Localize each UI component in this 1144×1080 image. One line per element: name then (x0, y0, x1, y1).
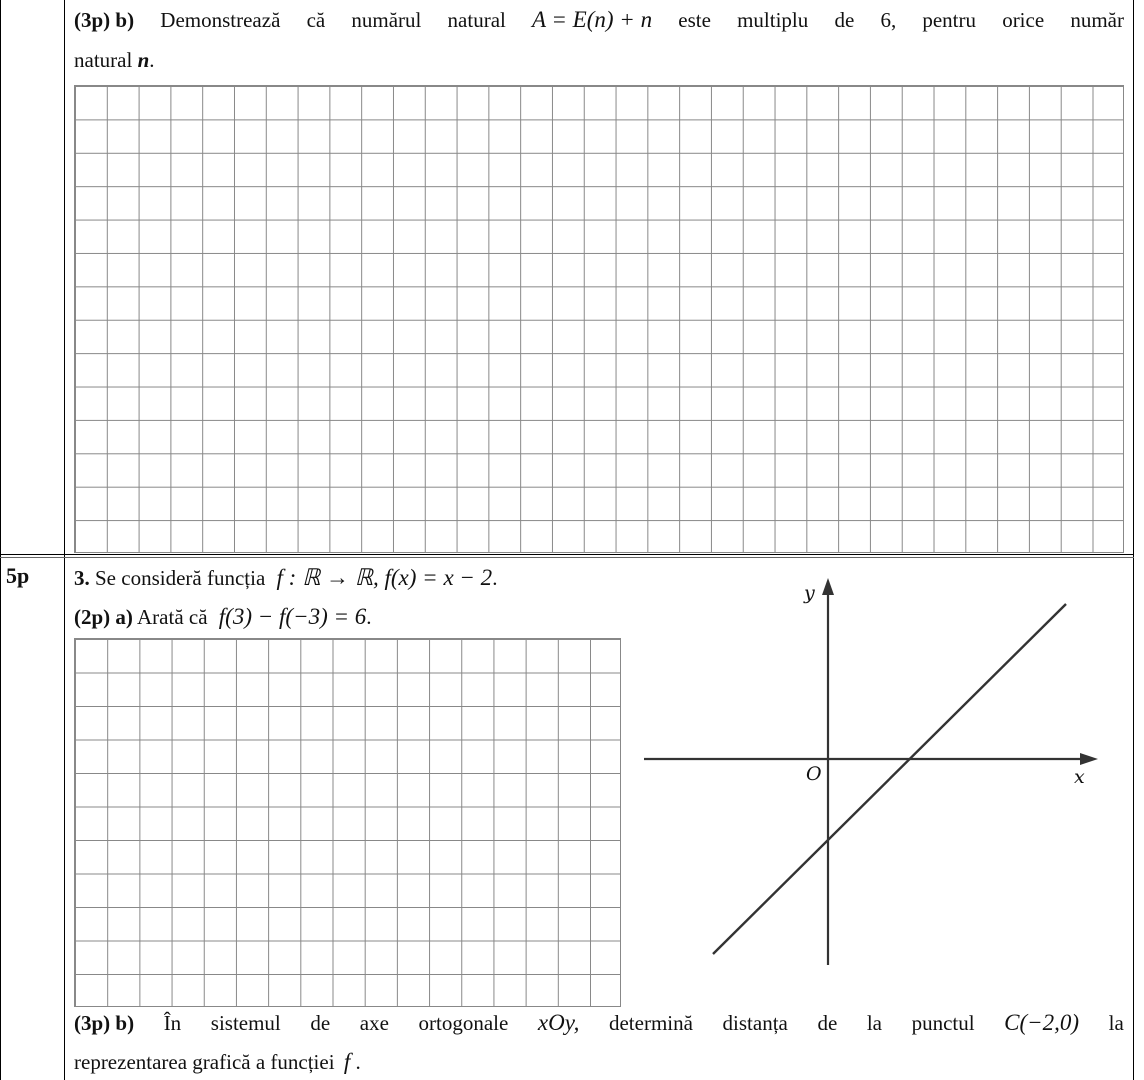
q3b-points: (3p) (74, 1011, 111, 1035)
q3b-word: axe (359, 1011, 389, 1035)
function-line (713, 604, 1066, 954)
q2b-line2-var: n (137, 48, 150, 72)
q3-number: 3. (74, 566, 90, 590)
table-right-border (1133, 0, 1134, 1080)
q3b-word: ortogonale (418, 1011, 509, 1035)
q3b-line2-text: reprezentarea grafică a funcției (74, 1050, 335, 1074)
q2b-word: număr (1070, 8, 1124, 32)
q3b-letter: b) (115, 1011, 135, 1035)
answer-grid-q3a[interactable] (74, 638, 621, 1007)
q3a-text: Arată că (137, 605, 208, 629)
q3a-points: (2p) (74, 605, 111, 629)
q2b-word: de (834, 8, 855, 32)
q2b-word: este (678, 8, 711, 32)
q2b-line2 (74, 48, 155, 72)
q2b-points: (3p) (74, 8, 111, 32)
row-divider-inner (0, 557, 1134, 558)
q3-score: 5p (6, 563, 30, 588)
q3b-line1 (74, 1011, 1124, 1035)
q2b-line1 (74, 8, 1124, 32)
q3a-formula: f(3) − f(−3) = 6 (218, 604, 367, 629)
q3b-line2-var: f (343, 1049, 351, 1074)
q3-text: Se consideră funcția (95, 566, 266, 590)
q2b-word: orice (1002, 8, 1045, 32)
q2b-line2-word: natural (74, 48, 133, 72)
q2b-word: numărul (351, 8, 422, 32)
q2b-word: Demonstrează (160, 8, 281, 32)
q3b-line2 (74, 1050, 361, 1074)
q3b-word: la (1108, 1011, 1124, 1035)
y-axis-arrow-icon (822, 578, 834, 595)
q3b-point: C(−2,0) (1004, 1010, 1080, 1035)
q3b-word: determină (608, 1011, 693, 1035)
q3b-word: sistemul (210, 1011, 281, 1035)
q3a-letter: a) (115, 605, 133, 629)
q3-formula: f : ℝ → ℝ, f(x) = x − 2 (276, 565, 493, 590)
q3b-line2-end: . (355, 1050, 361, 1074)
q3a-end: . (366, 605, 372, 629)
q3b-word: punctul (911, 1011, 975, 1035)
q2b-word: multiplu (737, 8, 809, 32)
origin-label: O (806, 763, 822, 785)
y-axis-label: y (804, 582, 815, 604)
q3-end: . (492, 566, 498, 590)
q2b-formula: A = E(n) + n (532, 7, 653, 32)
q3b-var: xOy, (537, 1010, 580, 1035)
x-axis-label: x (1074, 766, 1085, 788)
column-divider (64, 0, 65, 1080)
answer-grid-q2b[interactable] (74, 85, 1124, 553)
row-divider (0, 554, 1134, 555)
q3b-word: la (866, 1011, 882, 1035)
table-left-border (0, 0, 1, 1080)
x-axis-arrow-icon (1080, 753, 1098, 765)
q2b-letter: b) (115, 8, 135, 32)
q3a-line (74, 605, 372, 629)
q2b-line2-end: . (149, 48, 155, 72)
q2b-word: 6, (880, 8, 897, 32)
q3b-word: distanța (722, 1011, 788, 1035)
q2b-word: că (306, 8, 326, 32)
q2b-word: natural (447, 8, 506, 32)
q3b-word: de (817, 1011, 838, 1035)
q3b-word: În (163, 1011, 182, 1035)
q2b-word: pentru (922, 8, 977, 32)
q3-line (74, 566, 497, 590)
q3b-word: de (310, 1011, 331, 1035)
function-graph (640, 570, 1110, 980)
